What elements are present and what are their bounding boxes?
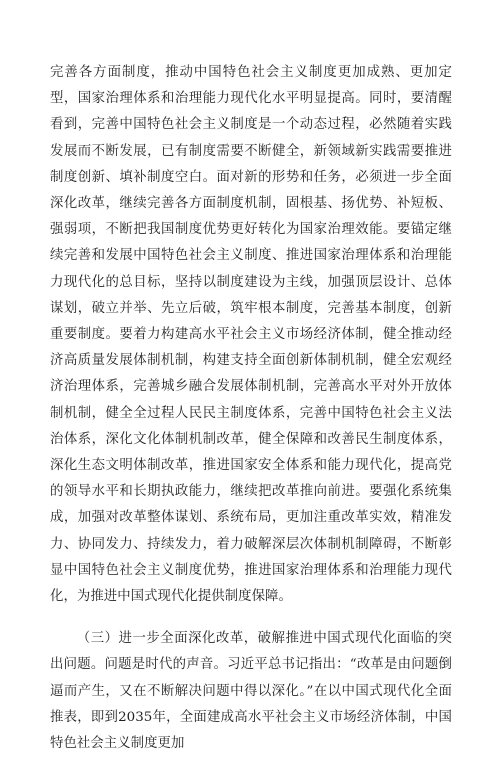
body-paragraph-2: （三）进一步全面深化改革，破解推进中国式现代化面临的突出问题。问题是时代的声音。习近平总书记指出：“改革是由问题倒逼而产生，又在不断解决问题中得以深化。”在以中国式现代化全面推表，即到2035年，全面建成高水平社会主义市场经济体制，中国特色社会主义制度更加 <box>50 631 452 752</box>
body-paragraph-1: 完善各方面制度，推动中国特色社会主义制度更加成熟、更加定型，国家治理体系和治理能力现代化水平明显提高。同时，要清醒看到，完善中国特色社会主义制度是一个动态过程，必然随着实践发展而不断发展，已有制度需要不断健全，新领域新实践需要推进制度创新、填补制度空白。面对新的形势和任务，必须进一步全面深化改革，继续完善各方面制度机制，固根基、扬优势、补短板、强弱项，不断把我国制度优势更好转化为国家治理效能。要锚定继续完善和发展中国特色社会主义制度、推进国家治理体系和治理能力现代化的总目标，坚持以制度建设为主线，加强顶层设计、总体谋划，破立并举、先立后破，筑牢根本制度，完善基本制度，创新重要制度。要着力构建高水平社会主义市场经济体制，健全推动经济高质量发展体制机制，构建支持全面创新体制机制，健全宏观经济治理体系，完善城乡融合发展体制机制，完善高水平对外开放体制机制，健全全过程人民民主制度体系，完善中国特色社会主义法治体系，深化文化体制机制改革，健全保障和改善民生制度体系，深化生态文明体制改革，推进国家安全体系和能力现代化，提高党的领导水平和长期执政能力，继续把改革推向前进。要强化系统集成，加强对改革整体谋划、系统布局，更加注重改革实效，精准发力、协同发力、持续发力，着力破解深层次体制机制障碍，不断彰显中国特色社会主义制度优势，推进国家治理体系和治理能力现代化，为推进中国式现代化提供制度保障。 <box>50 65 452 605</box>
paragraph-spacer <box>50 610 452 626</box>
